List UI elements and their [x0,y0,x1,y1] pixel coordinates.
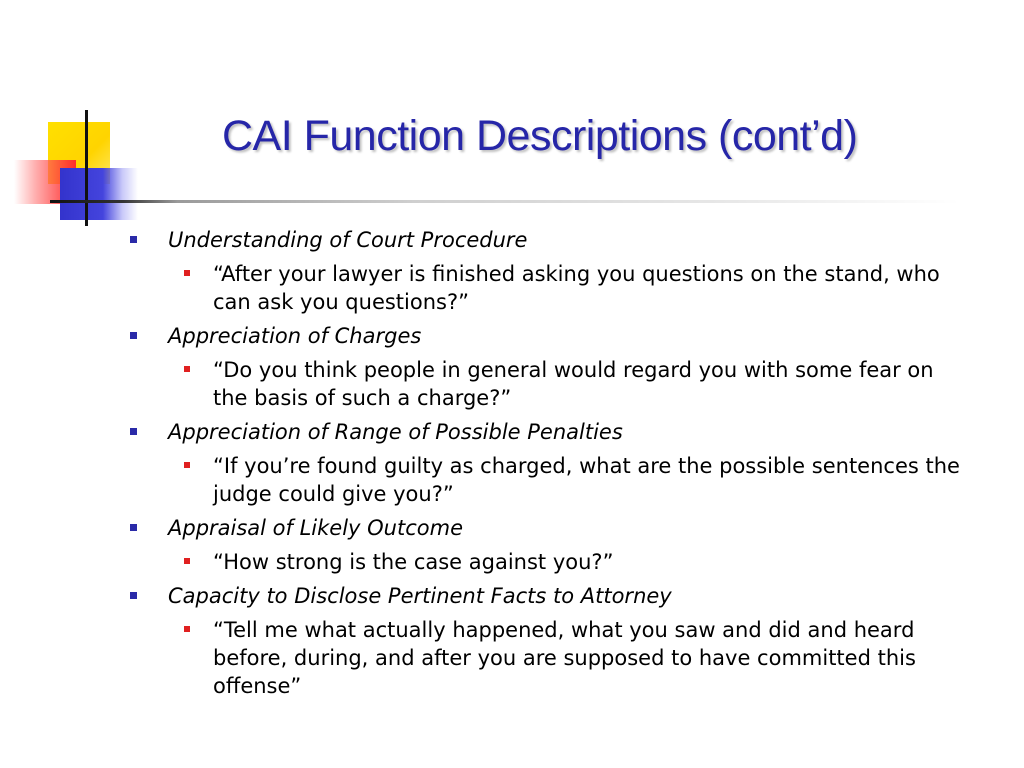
bullet-heading: Appreciation of Range of Possible Penalties [168,420,623,444]
decorative-blue-bar [60,168,138,220]
bullet-heading: Understanding of Court Procedure [168,228,528,252]
bullet-item-court-procedure [128,226,968,254]
square-bullet-icon [130,332,137,339]
sub-bullet-disclose-facts [128,616,968,700]
square-bullet-icon [184,366,190,372]
bullet-item-charges [128,322,968,350]
square-bullet-icon [130,428,137,435]
square-bullet-icon [184,626,190,632]
square-bullet-icon [184,462,190,468]
slide-title: CAI Function Descriptions (cont’d) [222,112,858,160]
square-bullet-icon [130,236,137,243]
bullet-item-outcome [128,514,968,542]
bullet-heading: Appraisal of Likely Outcome [168,516,463,540]
square-bullet-icon [130,524,137,531]
sub-bullet-outcome [128,548,968,576]
bullet-list [128,226,968,700]
sub-bullet-text: “After your lawyer is finished asking you questions on the stand, who can ask you questions?” [213,262,940,314]
sub-bullet-text: “Tell me what actually happened, what you saw and did and heard before, during, and after you are supposed to have committed this offense” [213,618,916,698]
square-bullet-icon [130,592,137,599]
bullet-heading: Appreciation of Charges [168,324,422,348]
decorative-vertical-line [85,110,88,226]
sub-bullet-text: “If you’re found guilty as charged, what are the possible sentences the judge could give you?” [213,454,960,506]
sub-bullet-penalties [128,452,968,508]
square-bullet-icon [184,270,190,276]
title-underline-rule [50,200,960,203]
bullet-heading: Capacity to Disclose Pertinent Facts to Attorney [168,584,672,608]
sub-bullet-charges [128,356,968,412]
sub-bullet-court-procedure [128,260,968,316]
bullet-item-disclose-facts [128,582,968,610]
sub-bullet-text: “Do you think people in general would regard you with some fear on the basis of such a charge?” [213,358,934,410]
bullet-item-penalties [128,418,968,446]
square-bullet-icon [184,558,190,564]
sub-bullet-text: “How strong is the case against you?” [213,550,614,574]
